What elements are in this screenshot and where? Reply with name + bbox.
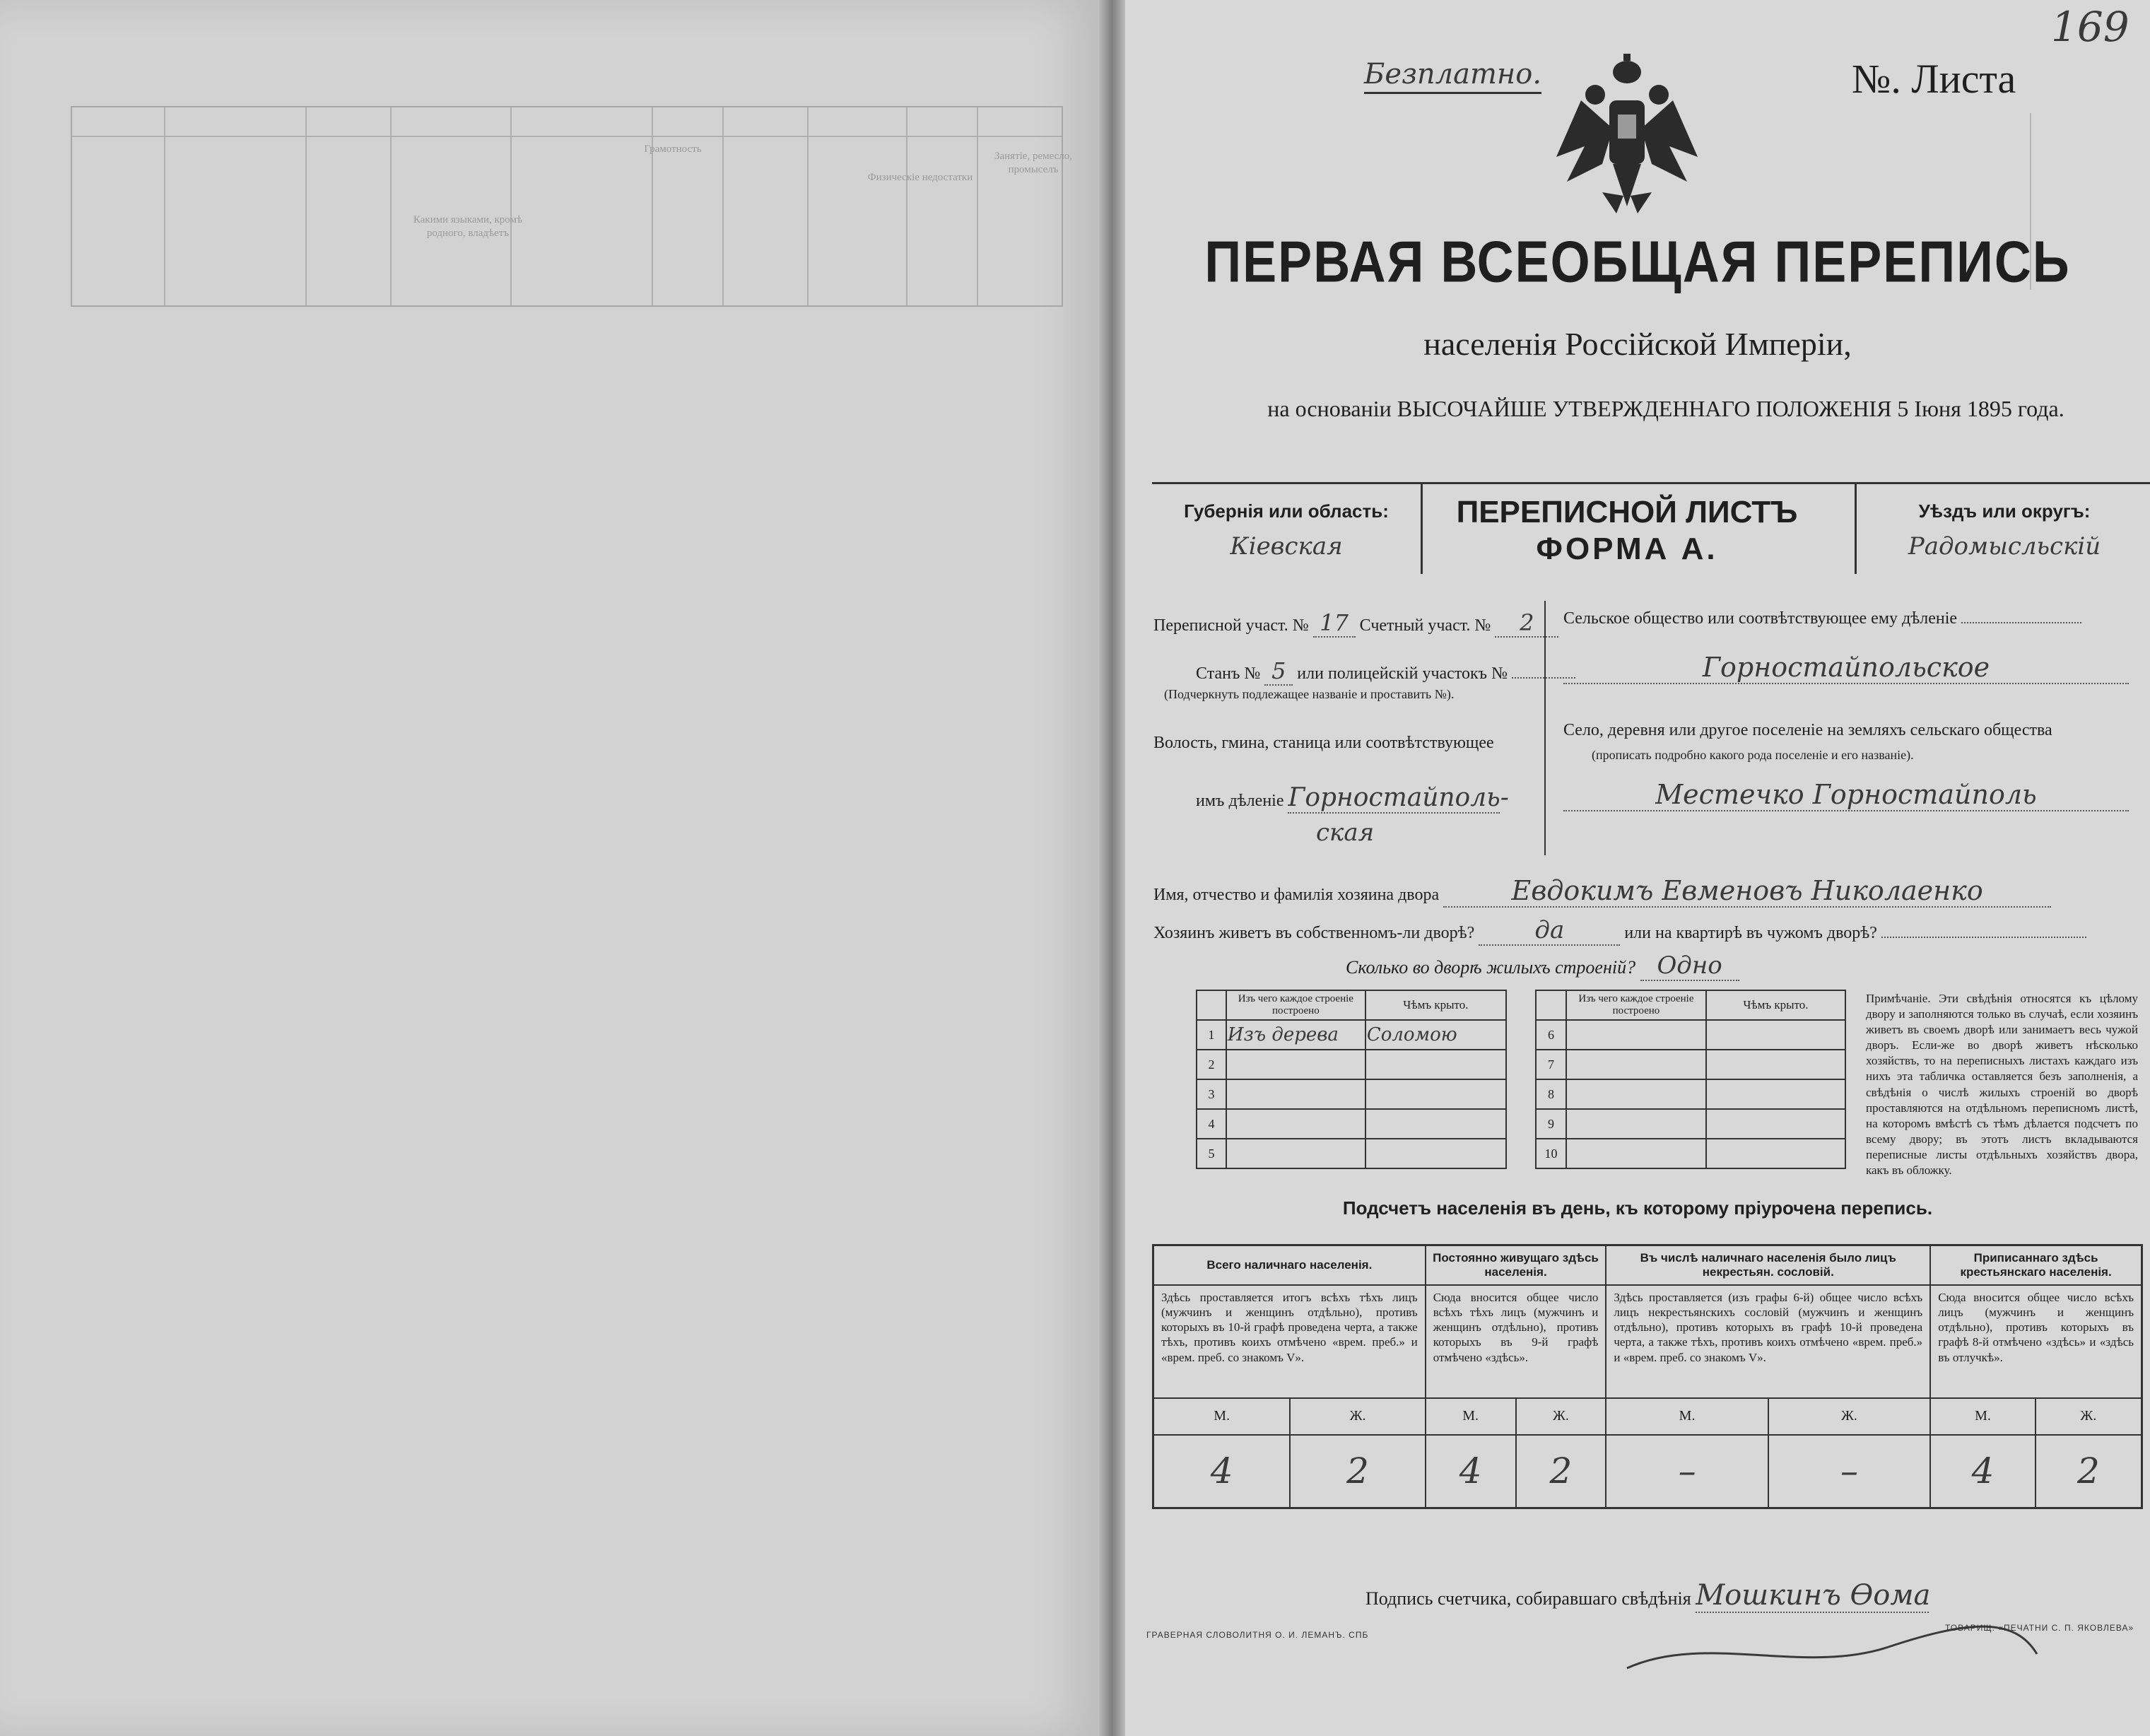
- col-material-header: Изъ чего каждое строеніе построено: [1566, 990, 1706, 1020]
- gubernia-box: [1152, 482, 1423, 574]
- printer-left: ГРАВЕРНАЯ СЛОВОЛИТНЯ О. И. ЛЕМАНЪ. СПБ: [1146, 1630, 1369, 1640]
- building-roof: [1365, 1050, 1506, 1079]
- building-row: [1197, 1139, 1506, 1168]
- col-roof-header: Чѣмъ крыто.: [1706, 990, 1845, 1020]
- volost-row: [1196, 783, 1509, 814]
- left-page-grid: [71, 106, 1073, 307]
- pop-nonpeasant-f: –: [1768, 1435, 1930, 1508]
- building-row-number: 8: [1536, 1079, 1566, 1109]
- fields-divider: [1544, 601, 1546, 855]
- building-row-number: 3: [1197, 1079, 1226, 1109]
- building-material: [1226, 1109, 1365, 1139]
- building-roof: [1365, 1079, 1506, 1109]
- pop-desc-permanent: Сюда вносится общее число всѣхъ тѣхъ лицъ (мужчинъ и женщинъ отдѣльно), противъ которыхъ въ 9-й графѣ отмѣчено «здѣсь».: [1426, 1285, 1606, 1398]
- police-label: или полицейскій участокъ №: [1297, 664, 1508, 683]
- m-label: М.: [1426, 1398, 1516, 1435]
- pop-total-m: 4: [1153, 1435, 1291, 1508]
- census-section-row: [1153, 609, 1558, 638]
- building-roof: Соломою: [1365, 1020, 1506, 1050]
- building-row-number: 6: [1536, 1020, 1566, 1050]
- pop-desc-total: Здѣсь проставляется итогъ всѣхъ тѣхъ лицъ (мужчинъ и женщинъ отдѣльно), противъ которыхъ въ 10-й графѣ проведена черта, а также тѣхъ, противъ коихъ отмѣчено «врем. преб.» и «врем. преб. со знакомъ V».: [1153, 1285, 1426, 1398]
- own-yard-row: [1153, 916, 2086, 946]
- rural-society-blank: [1961, 622, 2081, 623]
- census-title: ПЕРВАЯ ВСЕОБЩАЯ ПЕРЕПИСЬ: [1204, 230, 2071, 295]
- f-label: Ж.: [1768, 1398, 1930, 1435]
- census-section-label: Переписной участ. №: [1153, 616, 1309, 635]
- building-row-number: 5: [1197, 1139, 1226, 1168]
- building-row-number: 1: [1197, 1020, 1226, 1050]
- pop-peasant-f: 2: [2036, 1435, 2142, 1508]
- building-row: [1197, 1020, 1506, 1050]
- volost-label: Волость, гмина, станица или соотвѣтствующее: [1153, 734, 1494, 752]
- building-row: [1536, 1020, 1845, 1050]
- census-section-value: 17: [1313, 609, 1356, 638]
- uezd-value: Радомысльскій: [1908, 532, 2101, 561]
- buildings-label: Сколько во дворѣ жилыхъ строеній?: [1346, 957, 1636, 978]
- buildings-table-left: [1196, 990, 1507, 1170]
- building-row-number: 7: [1536, 1050, 1566, 1079]
- stan-row: [1196, 657, 1575, 686]
- pop-desc-nonpeasant: Здѣсь проставляется (изъ графы 6-й) общее число всѣхъ лицъ некрестьянскихъ сословій (мужчинъ и женщинъ отдѣльно), противъ которыхъ въ графѣ 10-й проведена черта, а также тѣхъ, противъ коихъ отмѣчено «врем. преб.» и «врем. преб. со знакомъ V».: [1606, 1285, 1930, 1398]
- m-label: М.: [1930, 1398, 2036, 1435]
- printer-right: ТОВАРИЩ. «ПЕЧАТНИ С. П. ЯКОВЛЕВА»: [1945, 1623, 2134, 1633]
- book-spine: [1099, 0, 1127, 1736]
- building-row: [1197, 1050, 1506, 1079]
- building-row: [1536, 1139, 1845, 1168]
- buildings-row: [1346, 951, 1739, 981]
- f-label: Ж.: [1516, 1398, 1606, 1435]
- col-material-header: Изъ чего каждое строеніе построено: [1226, 990, 1365, 1020]
- rented-blank: [1881, 937, 2086, 938]
- pop-heading-permanent: Постоянно живущаго здѣсь населенія.: [1426, 1245, 1606, 1285]
- signature-flourish: [1620, 1605, 2044, 1682]
- pop-peasant-m: 4: [1930, 1435, 2036, 1508]
- pop-heading-total: Всего наличнаго населенія.: [1153, 1245, 1426, 1285]
- building-material: [1226, 1079, 1365, 1109]
- building-material: Изъ дерева: [1226, 1020, 1365, 1050]
- stan-note: (Подчеркнуть подлежащее названіе и проставить №).: [1164, 687, 1455, 701]
- pop-nonpeasant-m: –: [1606, 1435, 1768, 1508]
- uezd-label: Уѣздъ или округъ:: [1918, 500, 2091, 522]
- building-roof: [1365, 1109, 1506, 1139]
- sheet-title: ПЕРЕПИСНОЙ ЛИСТЪ: [1456, 495, 1798, 529]
- building-row-number: 4: [1197, 1109, 1226, 1139]
- census-sheet: [1125, 0, 2150, 1736]
- village-note: (прописать подробно какого рода поселеніе и его названіе).: [1592, 748, 1914, 762]
- pop-heading-nonpeasant: Въ числѣ наличнаго населенія было лицъ некрестьян. сословій.: [1606, 1245, 1930, 1285]
- double-headed-eagle-icon: [1553, 51, 1701, 221]
- pop-desc-peasant: Сюда вносится общее число всѣхъ лицъ (мужчинъ и женщинъ отдѣльно), противъ которыхъ въ графѣ 8-й отмѣчено «здѣсь» и «здѣсь въ отлучкѣ».: [1930, 1285, 2142, 1398]
- building-row-number: 9: [1536, 1109, 1566, 1139]
- form-title-box: [1422, 482, 1832, 574]
- building-material: [1226, 1139, 1365, 1168]
- sheet-number-label: [1852, 55, 2016, 102]
- f-label: Ж.: [1290, 1398, 1425, 1435]
- faint-header: Грамотность: [644, 143, 702, 155]
- rural-society-value: Горностайпольское: [1563, 652, 2129, 684]
- count-section-label: Счетный участ. №: [1359, 616, 1491, 635]
- pop-heading-peasant: Приписаннаго здѣсь крестьянскаго населенія.: [1930, 1245, 2142, 1285]
- uezd-box: [1855, 482, 2150, 574]
- buildings-note: Примѣчаніе. Эти свѣдѣнія относятся къ цѣлому двору и заполняются только въ случаѣ, если хозяинъ живетъ въ своемъ дворѣ или занимаетъ весь чужой дворъ. Если-же во дворѣ живетъ нѣсколько хозяйствъ, то на переписныхъ листахъ каждаго изъ нихъ эта табличка оставляется безъ заполненія, а свѣдѣнія о числѣ жилыхъ строеній во дворѣ проставляются на отдѣльномъ переписномъ листѣ, на которомъ вмѣстѣ съ тѣмъ дѣлается подсчетъ по всему двору; въ этотъ листъ вкладываются переписные листы отдѣльныхъ хозяйствъ двора, какъ въ обложку.: [1866, 992, 2138, 1178]
- sheet-number-text: №. Листа: [1852, 56, 2016, 102]
- stan-label: Станъ №: [1196, 664, 1261, 683]
- census-basis: на основаніи ВЫСОЧАЙШЕ УТВЕРЖДЕННАГО ПОЛОЖЕНІЯ 5 Іюня 1895 года.: [1267, 396, 2064, 421]
- building-row: [1197, 1079, 1506, 1109]
- faint-header: Занятіе, ремесло, промыселъ: [994, 151, 1073, 175]
- pop-permanent-m: 4: [1426, 1435, 1516, 1508]
- owner-label: Имя, отчество и фамилія хозяина двора: [1153, 886, 1440, 904]
- volost-label-2: имъ дѣленіе: [1196, 792, 1284, 810]
- building-row-number: 2: [1197, 1050, 1226, 1079]
- m-label: М.: [1153, 1398, 1291, 1435]
- own-yard-label: Хозяинъ живетъ въ собственномъ-ли дворѣ?: [1153, 924, 1475, 942]
- sheet-number-value: 169: [2051, 3, 2130, 51]
- free-label: Безплатно.: [1364, 58, 1541, 94]
- gubernia-label: Губернія или область:: [1184, 500, 1389, 522]
- faint-header: Физическіе недостатки: [867, 172, 973, 183]
- building-row: [1536, 1050, 1845, 1079]
- rural-society-row: [1563, 609, 2081, 628]
- pop-permanent-f: 2: [1516, 1435, 1606, 1508]
- col-roof-header: Чѣмъ крыто.: [1365, 990, 1506, 1020]
- village-value: Местечко Горностайполь: [1563, 779, 2129, 811]
- own-yard-value: да: [1479, 916, 1620, 946]
- volost-value: Горностайполь-: [1288, 783, 1509, 812]
- signature-value: Мошкинъ Ѳома: [1696, 1579, 1931, 1612]
- village-label: Село, деревня или другое поселеніе на земляхъ сельскаго общества: [1563, 721, 2052, 739]
- population-table: [1152, 1244, 2143, 1509]
- volost-value-cont: ская: [1316, 819, 1375, 847]
- buildings-table-right: [1535, 990, 1846, 1170]
- owner-row: [1153, 875, 2051, 908]
- faint-header: Какими языками, кромѣ родного, владѣетъ: [413, 214, 523, 239]
- building-row: [1536, 1109, 1845, 1139]
- building-row: [1197, 1109, 1506, 1139]
- signature-label: Подпись счетчика, собиравшаго свѣдѣнія: [1365, 1588, 1691, 1609]
- building-material: [1226, 1050, 1365, 1079]
- m-label: М.: [1606, 1398, 1768, 1435]
- pop-total-f: 2: [1290, 1435, 1425, 1508]
- census-subtitle: населенія Россійской Имперіи,: [1423, 326, 1852, 362]
- buildings-value: Одно: [1640, 951, 1739, 981]
- f-label: Ж.: [2036, 1398, 2142, 1435]
- building-row-number: 10: [1536, 1139, 1566, 1168]
- count-section-value: 2: [1495, 609, 1558, 638]
- rented-label: или на квартирѣ въ чужомъ дворѣ?: [1624, 924, 1877, 942]
- form-label: ФОРМА А.: [1536, 532, 1718, 566]
- gubernia-value: Кіевская: [1230, 532, 1343, 561]
- owner-value: Евдокимъ Евменовъ Николаенко: [1443, 875, 2051, 908]
- stan-value: 5: [1264, 657, 1293, 686]
- building-roof: [1365, 1139, 1506, 1168]
- building-row: [1536, 1079, 1845, 1109]
- population-title: Подсчетъ населенія въ день, къ которому пріурочена перепись.: [1342, 1197, 1933, 1219]
- rural-society-label: Сельское общество или соотвѣтствующее ему дѣленіе: [1563, 609, 1958, 628]
